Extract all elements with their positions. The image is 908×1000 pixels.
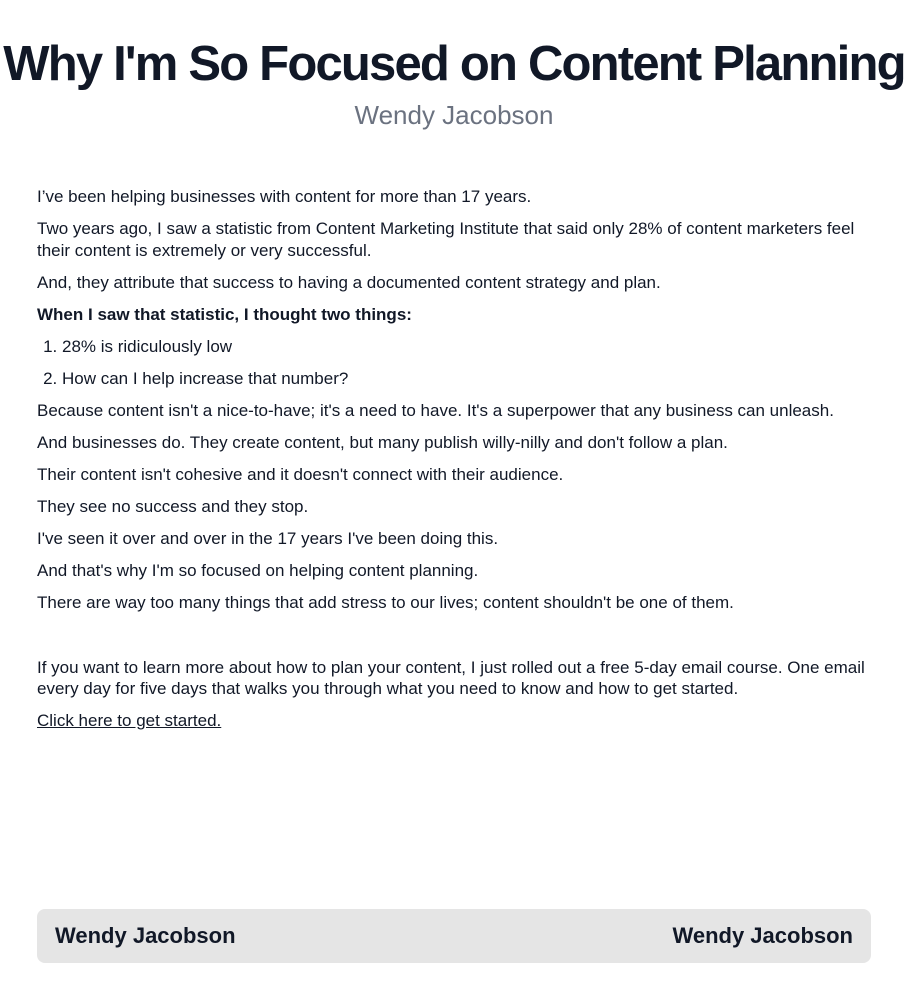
paragraph: They see no success and they stop. <box>37 496 309 516</box>
paragraph: I've seen it over and over in the 17 years I've been doing this. <box>37 528 499 548</box>
paragraph: I’ve been helping businesses with content for more than 17 years. <box>37 187 532 206</box>
bold-paragraph: When I saw that statistic, I thought two things: <box>37 304 412 324</box>
paragraph: Their content isn't cohesive and it doesn't connect with their audience. <box>37 464 564 484</box>
numbered-list <box>37 336 871 390</box>
article-body <box>37 186 871 742</box>
paragraph: If you want to learn more about how to plan your content, I just rolled out a free 5-day email course. One email every day for five days that walks you through what you need to know and how to get started. <box>37 657 865 698</box>
paragraph: There are way too many things that add stress to our lives; content shouldn't be one of them. <box>37 592 734 612</box>
footer-right-name: Wendy Jacobson <box>672 923 853 948</box>
paragraph: Two years ago, I saw a statistic from Content Marketing Institute that said only 28% of content marketers feel their content is extremely or very successful. <box>37 219 855 260</box>
paragraph: And that's why I'm so focused on helping content planning. <box>37 560 479 580</box>
spacer <box>37 624 871 657</box>
author-name: Wendy Jacobson <box>354 100 554 130</box>
footer <box>37 909 871 963</box>
get-started-link[interactable]: Click here to get started. <box>37 711 222 730</box>
list-item: 2. How can I help increase that number? <box>62 368 871 390</box>
paragraph: Because content isn't a nice-to-have; it's a need to have. It's a superpower that any business can unleash. <box>37 400 834 420</box>
footer-left-name: Wendy Jacobson <box>55 923 236 948</box>
paragraph: And businesses do. They create content, but many publish willy-nilly and don't follow a plan. <box>37 432 728 452</box>
list-item: 1. 28% is ridiculously low <box>62 336 871 358</box>
paragraph: And, they attribute that success to having a documented content strategy and plan. <box>37 272 661 292</box>
page-title: Why I'm So Focused on Content Planning <box>3 37 905 91</box>
